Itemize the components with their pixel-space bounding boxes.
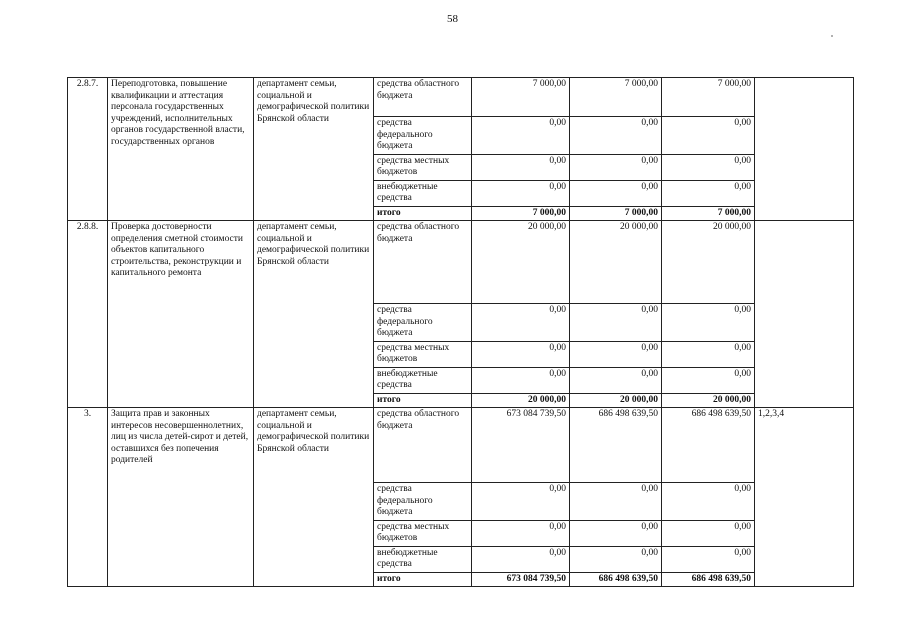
- source-name: средства местных бюджетов: [374, 154, 472, 180]
- amount-year-3: 0,00: [662, 117, 755, 155]
- total-year-3: 7 000,00: [662, 206, 755, 221]
- budget-table: [67, 77, 854, 587]
- source-name: средства местных бюджетов: [374, 520, 472, 546]
- item-number: 2.8.8.: [68, 221, 108, 408]
- amount-year-1: 0,00: [472, 520, 570, 546]
- source-name: внебюджетные средства: [374, 180, 472, 206]
- amount-year-2: 0,00: [570, 154, 662, 180]
- amount-year-1: 7 000,00: [472, 78, 570, 117]
- amount-year-1: 0,00: [472, 117, 570, 155]
- amount-year-3: 0,00: [662, 520, 755, 546]
- total-year-1: 673 084 739,50: [472, 572, 570, 587]
- amount-year-1: 0,00: [472, 154, 570, 180]
- source-name: внебюджетные средства: [374, 546, 472, 572]
- amount-year-1: 0,00: [472, 546, 570, 572]
- source-name: средства федерального бюджета: [374, 483, 472, 521]
- amount-year-1: 0,00: [472, 483, 570, 521]
- amount-year-1: 20 000,00: [472, 221, 570, 304]
- table-row: [68, 78, 854, 117]
- amount-year-2: 686 498 639,50: [570, 408, 662, 483]
- item-description: Защита прав и законных интересов несовершеннолетних, лиц из числа детей-сирот и детей, оставшихся без попечения родителей: [108, 408, 254, 587]
- total-label: итого: [374, 393, 472, 408]
- total-year-1: 20 000,00: [472, 393, 570, 408]
- amount-year-2: 0,00: [570, 520, 662, 546]
- total-year-2: 7 000,00: [570, 206, 662, 221]
- amount-year-2: 0,00: [570, 117, 662, 155]
- amount-year-2: 0,00: [570, 304, 662, 342]
- source-name: средства федерального бюджета: [374, 304, 472, 342]
- amount-year-2: 0,00: [570, 546, 662, 572]
- total-year-3: 20 000,00: [662, 393, 755, 408]
- total-year-1: 7 000,00: [472, 206, 570, 221]
- table-row: [68, 408, 854, 483]
- amount-year-3: 0,00: [662, 546, 755, 572]
- amount-year-3: 0,00: [662, 367, 755, 393]
- amount-year-3: 0,00: [662, 304, 755, 342]
- amount-year-1: 673 084 739,50: [472, 408, 570, 483]
- item-department: департамент семьи, социальной и демографической политики Брянской области: [254, 221, 374, 408]
- amount-year-1: 0,00: [472, 367, 570, 393]
- amount-year-3: 0,00: [662, 180, 755, 206]
- amount-year-2: 0,00: [570, 367, 662, 393]
- amount-year-3: 686 498 639,50: [662, 408, 755, 483]
- amount-year-2: 0,00: [570, 483, 662, 521]
- target-codes: [755, 221, 854, 408]
- source-name: средства федерального бюджета: [374, 117, 472, 155]
- table-row: [68, 221, 854, 304]
- total-label: итого: [374, 572, 472, 587]
- target-codes: [755, 78, 854, 221]
- target-codes: 1,2,3,4: [755, 408, 854, 587]
- amount-year-2: 20 000,00: [570, 221, 662, 304]
- total-year-3: 686 498 639,50: [662, 572, 755, 587]
- amount-year-3: 20 000,00: [662, 221, 755, 304]
- amount-year-1: 0,00: [472, 304, 570, 342]
- amount-year-1: 0,00: [472, 180, 570, 206]
- source-name: средства областного бюджета: [374, 408, 472, 483]
- item-department: департамент семьи, социальной и демографической политики Брянской области: [254, 78, 374, 221]
- item-description: Переподготовка, повышение квалификации и аттестация персонала государственных учреждений, исполнительных органов государственной власти, государственных органов: [108, 78, 254, 221]
- amount-year-2: 0,00: [570, 180, 662, 206]
- amount-year-3: 0,00: [662, 483, 755, 521]
- source-name: средства местных бюджетов: [374, 341, 472, 367]
- page-number: 58: [447, 13, 458, 25]
- source-name: внебюджетные средства: [374, 367, 472, 393]
- item-department: департамент семьи, социальной и демографической политики Брянской области: [254, 408, 374, 587]
- total-year-2: 686 498 639,50: [570, 572, 662, 587]
- amount-year-3: 7 000,00: [662, 78, 755, 117]
- scan-speck: [831, 35, 833, 37]
- amount-year-3: 0,00: [662, 154, 755, 180]
- total-year-2: 20 000,00: [570, 393, 662, 408]
- source-name: средства областного бюджета: [374, 78, 472, 117]
- amount-year-1: 0,00: [472, 341, 570, 367]
- source-name: средства областного бюджета: [374, 221, 472, 304]
- item-number: 2.8.7.: [68, 78, 108, 221]
- amount-year-2: 0,00: [570, 341, 662, 367]
- total-label: итого: [374, 206, 472, 221]
- amount-year-3: 0,00: [662, 341, 755, 367]
- item-number: 3.: [68, 408, 108, 587]
- amount-year-2: 7 000,00: [570, 78, 662, 117]
- item-description: Проверка достоверности определения сметной стоимости объектов капитального строительства, реконструкции и капитального ремонта: [108, 221, 254, 408]
